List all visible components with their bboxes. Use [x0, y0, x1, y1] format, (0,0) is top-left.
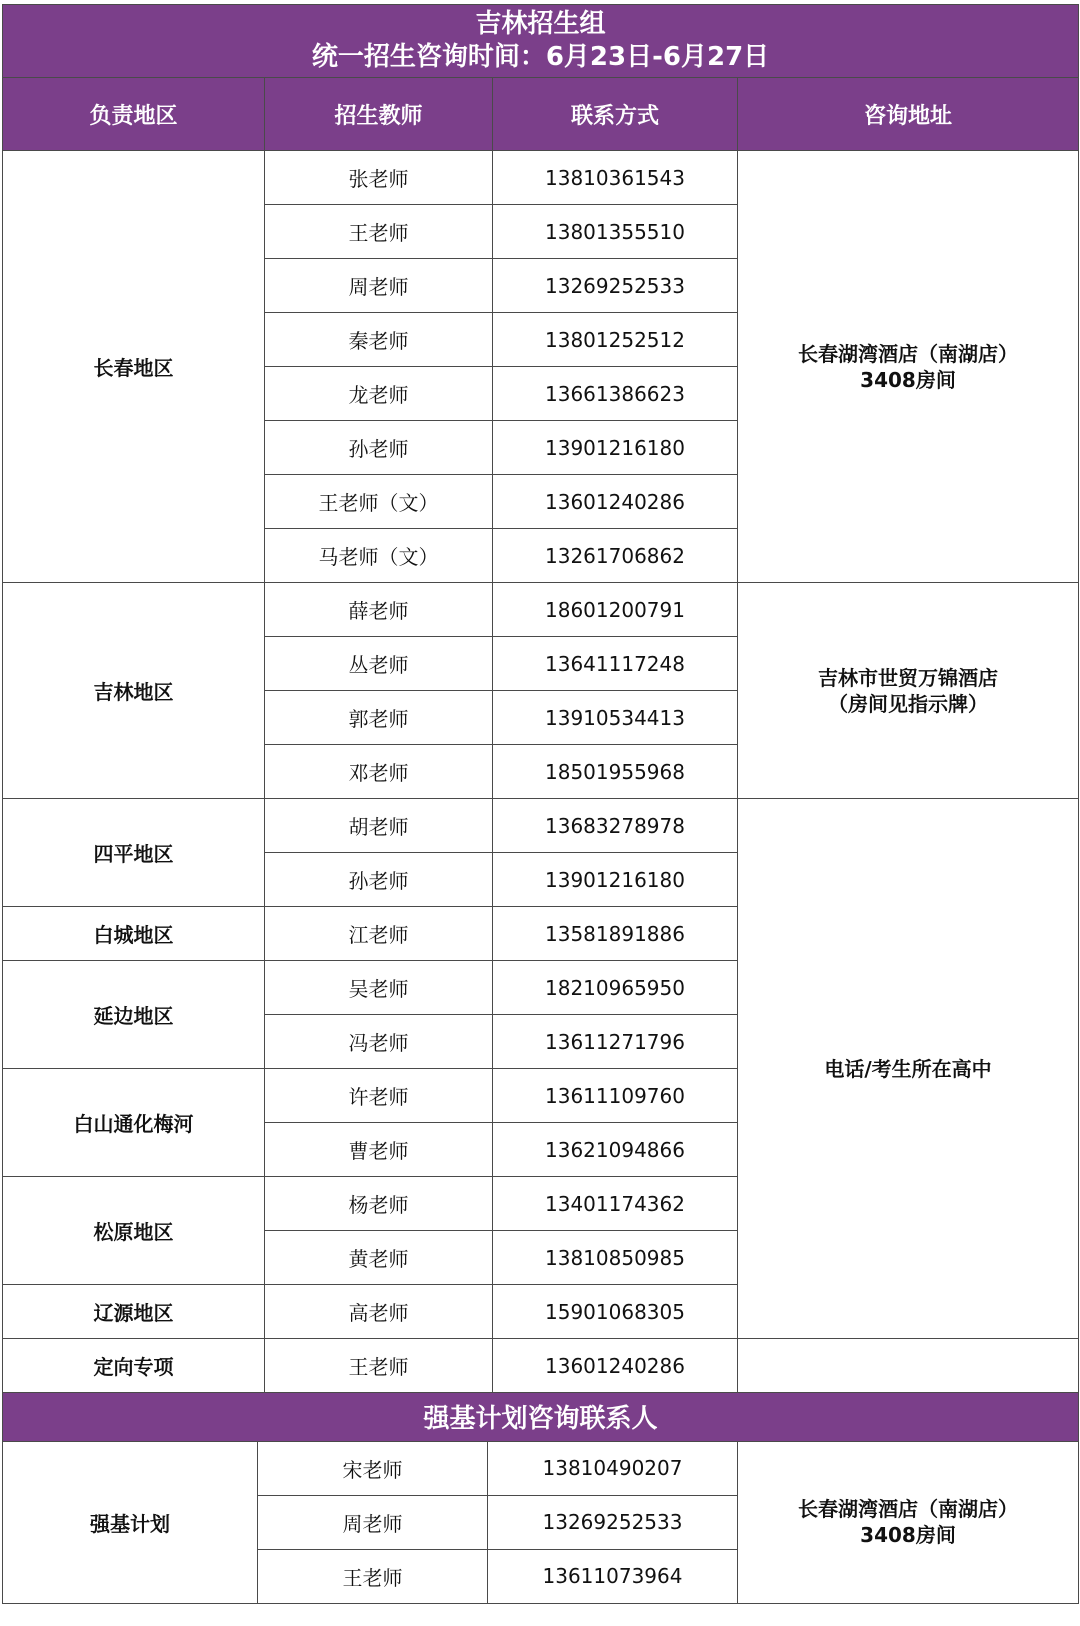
phone-cell: 13601240286	[493, 1339, 738, 1393]
region-yanbian: 延边地区	[3, 961, 265, 1069]
phone-cell: 13810361543	[493, 151, 738, 205]
teacher-cell: 马老师（文）	[265, 529, 493, 583]
region-baicheng: 白城地区	[3, 907, 265, 961]
teacher-cell: 王老师	[265, 205, 493, 259]
address-changchun-line-1: 长春湖湾酒店（南湖店）	[798, 341, 1019, 366]
region-songyuan: 松原地区	[3, 1177, 265, 1285]
phone-cell: 13401174362	[493, 1177, 738, 1231]
region-baishan: 白山通化梅河	[3, 1069, 265, 1177]
teacher-cell: 王老师	[258, 1549, 488, 1603]
address-changchun	[738, 151, 1079, 583]
address-strong-plan-line-1: 长春湖湾酒店（南湖店）	[798, 1497, 1018, 1521]
teacher-cell: 许老师	[265, 1069, 493, 1123]
table-row	[3, 799, 1079, 853]
region-jilin: 吉林地区	[3, 583, 265, 799]
phone-cell: 13683278978	[493, 799, 738, 853]
phone-cell: 13810850985	[493, 1231, 738, 1285]
phone-cell: 13601240286	[493, 475, 738, 529]
teacher-cell: 宋老师	[258, 1441, 488, 1495]
phone-cell: 13611073964	[488, 1549, 738, 1603]
header-teacher: 招生教师	[265, 78, 493, 151]
teacher-cell: 邓老师	[265, 745, 493, 799]
phone-cell: 13641117248	[493, 637, 738, 691]
phone-cell: 18601200791	[493, 583, 738, 637]
strong-plan-title: 强基计划咨询联系人	[3, 1392, 1079, 1441]
phone-cell: 13261706862	[493, 529, 738, 583]
teacher-cell: 孙老师	[265, 853, 493, 907]
region-siping: 四平地区	[3, 799, 265, 907]
admissions-table-container	[2, 4, 1078, 1604]
teacher-cell: 秦老师	[265, 313, 493, 367]
teacher-cell: 江老师	[265, 907, 493, 961]
header-region: 负责地区	[3, 78, 265, 151]
teacher-cell: 周老师	[265, 259, 493, 313]
phone-cell: 13269252533	[493, 259, 738, 313]
teacher-cell: 胡老师	[265, 799, 493, 853]
phone-cell: 13910534413	[493, 691, 738, 745]
address-jilin-line-2: （房间见指示牌）	[828, 691, 989, 716]
table-row	[3, 151, 1079, 205]
teacher-cell: 杨老师	[265, 1177, 493, 1231]
region-dingxiang: 定向专项	[3, 1339, 265, 1393]
phone-cell: 13581891886	[493, 907, 738, 961]
teacher-cell: 曹老师	[265, 1123, 493, 1177]
phone-cell: 13269252533	[488, 1495, 738, 1549]
address-others: 电话/考生所在高中	[738, 799, 1079, 1339]
jilin-admissions-table	[2, 4, 1079, 1393]
phone-cell: 18501955968	[493, 745, 738, 799]
phone-cell: 13621094866	[493, 1123, 738, 1177]
region-strong-plan: 强基计划	[3, 1441, 258, 1603]
header-contact: 联系方式	[493, 78, 738, 151]
teacher-cell: 周老师	[258, 1495, 488, 1549]
table-title	[3, 5, 1079, 78]
phone-cell: 13801252512	[493, 313, 738, 367]
teacher-cell: 冯老师	[265, 1015, 493, 1069]
teacher-cell: 王老师	[265, 1339, 493, 1393]
phone-cell: 13611109760	[493, 1069, 738, 1123]
title-line-1: 吉林招生组	[475, 9, 606, 39]
address-jilin	[738, 583, 1079, 799]
teacher-cell: 孙老师	[265, 421, 493, 475]
address-jilin-line-1: 吉林市世贸万锦酒店	[818, 665, 999, 690]
address-empty	[738, 1339, 1079, 1393]
teacher-cell: 王老师（文）	[265, 475, 493, 529]
header-address: 咨询地址	[738, 78, 1079, 151]
phone-cell: 13661386623	[493, 367, 738, 421]
address-changchun-line-2: 3408房间	[860, 367, 956, 392]
teacher-cell: 高老师	[265, 1285, 493, 1339]
phone-cell: 13901216180	[493, 421, 738, 475]
table-row	[3, 1339, 1079, 1393]
phone-cell: 13611271796	[493, 1015, 738, 1069]
header-row	[3, 78, 1079, 151]
teacher-cell: 黄老师	[265, 1231, 493, 1285]
phone-cell: 13901216180	[493, 853, 738, 907]
teacher-cell: 吴老师	[265, 961, 493, 1015]
table-row	[3, 1441, 1079, 1495]
phone-cell: 15901068305	[493, 1285, 738, 1339]
region-liaoyuan: 辽源地区	[3, 1285, 265, 1339]
title-line-2: 统一招生咨询时间：6月23日-6月27日	[311, 42, 770, 72]
teacher-cell: 龙老师	[265, 367, 493, 421]
phone-cell: 13810490207	[488, 1441, 738, 1495]
teacher-cell: 丛老师	[265, 637, 493, 691]
phone-cell: 13801355510	[493, 205, 738, 259]
address-strong-plan-line-2: 3408房间	[860, 1523, 956, 1547]
region-changchun: 长春地区	[3, 151, 265, 583]
table-row	[3, 583, 1079, 637]
phone-cell: 18210965950	[493, 961, 738, 1015]
teacher-cell: 郭老师	[265, 691, 493, 745]
teacher-cell: 张老师	[265, 151, 493, 205]
teacher-cell: 薛老师	[265, 583, 493, 637]
address-strong-plan	[738, 1441, 1079, 1603]
strong-plan-table	[2, 1392, 1079, 1604]
